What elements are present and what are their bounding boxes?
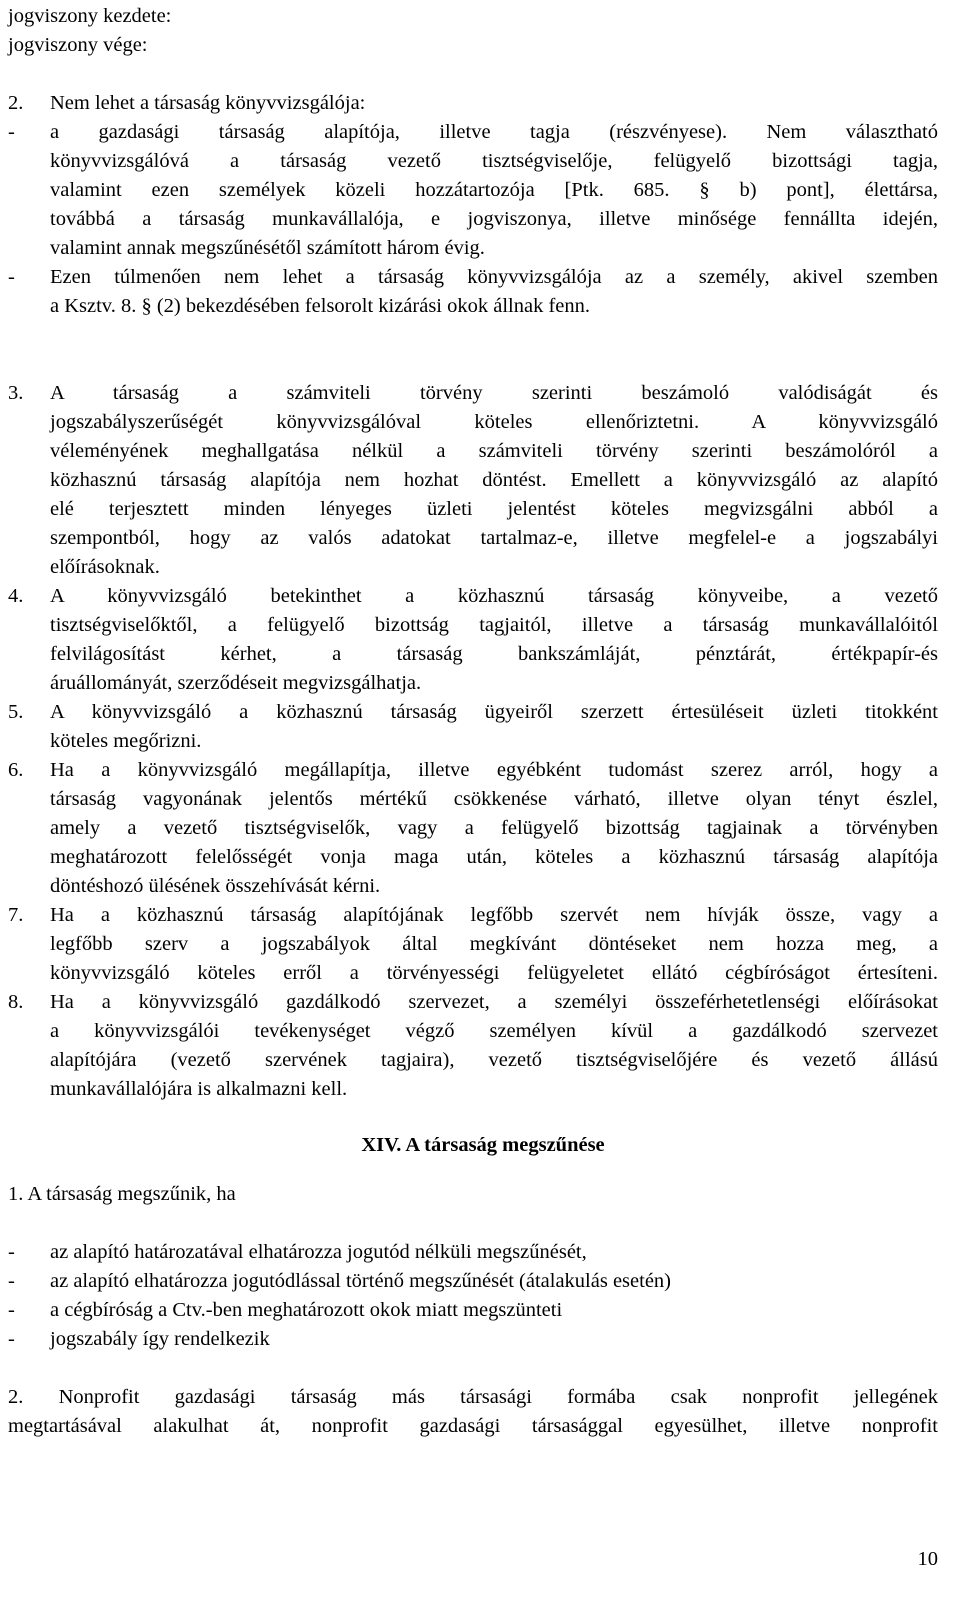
text-line: legfőbb szerv a jogszabályok által megkívánt döntéseket nem hozza meg, a	[50, 933, 938, 955]
text-line: szempontból, hogy az valós adatokat tartalmaz-e, illetve megfelel-e a jogszabályi	[50, 527, 938, 549]
section-5	[8, 698, 938, 756]
dash-marker: -	[8, 1328, 15, 1350]
section-2	[8, 89, 938, 118]
text-line: Ha a könyvvizsgáló gazdálkodó szervezet, a személyi összeférhetetlenségi előírásokat	[50, 991, 938, 1013]
text-line: társaság vagyonának jelentős mértékű csökkenése várható, illetve olyan tényt észlel,	[50, 788, 938, 810]
text-line: áruállományát, szerződéseit megvizsgálhatja.	[50, 672, 422, 694]
text-line: előírásoknak.	[50, 556, 160, 578]
section-number: 5.	[8, 701, 24, 723]
section-number: 2.	[8, 92, 24, 114]
section-6	[8, 756, 938, 785]
section-number: 7.	[8, 904, 24, 926]
list-item	[8, 118, 938, 263]
employment-start-label: jogviszony kezdete:	[8, 5, 172, 27]
text-line: továbbá a társaság munkavállalója, e jogviszonya, illetve minősége fennállta idején,	[50, 208, 938, 230]
text-line: A társaság a számviteli törvény szerinti beszámoló valódiságát és	[50, 382, 938, 404]
list-item	[8, 1267, 938, 1296]
text-line: köteles megőrizni.	[50, 730, 202, 752]
text-line: Ha a könyvvizsgáló megállapítja, illetve egyébként tudomást szerez arról, hogy a	[50, 759, 938, 781]
employment-end-label: jogviszony vége:	[8, 34, 148, 56]
section-number: 3.	[8, 382, 24, 404]
text-line: meghatározott felelősségét vonja maga után, köteles a közhasznú társaság alapítója	[50, 846, 938, 868]
text-line: a gazdasági társaság alapítója, illetve tagja (részvényese). Nem választható	[50, 121, 938, 143]
text-line: megtartásával alakulhat át, nonprofit gazdasági társasággal egyesülhet, illetve nonprofit	[8, 1415, 938, 1437]
text-line: véleményének meghallgatása nélkül a számviteli törvény szerinti beszámolóról a	[50, 440, 938, 462]
text-line: munkavállalójára is alkalmazni kell.	[50, 1078, 348, 1100]
dash-marker: -	[8, 121, 15, 143]
text-line: elé terjesztett minden lényeges üzleti jelentést köteles megvizsgálni abból a	[50, 498, 938, 520]
text-line: A könyvvizsgáló betekinthet a közhasznú társaság könyveibe, a vezető	[50, 585, 938, 607]
section-3	[8, 379, 938, 408]
text-line: könyvvizsgáló köteles erről a törvényességi felügyeletet ellátó cégbíróságot értesíteni.	[50, 962, 938, 984]
text-line: közhasznú társaság alapítója nem hozhat döntést. Emellett a könyvvizsgáló az alapító	[50, 469, 938, 491]
text-line: felvilágosítást kérhet, a társaság bankszámláját, pénztárát, értékpapír-és	[50, 643, 938, 665]
list-item	[8, 263, 938, 321]
list-item-text: az alapító elhatározza jogutódlással történő megszűnését (átalakulás esetén)	[50, 1270, 671, 1292]
text-line: alapítójára (vezető szervének tagjaira), vezető tisztségviselőjére és vezető állású	[50, 1049, 938, 1071]
list-item	[8, 1296, 938, 1325]
text-line: 2. Nonprofit gazdasági társaság más társasági formába csak nonprofit jellegének	[8, 1386, 938, 1408]
section-title: Nem lehet a társaság könyvvizsgálója:	[50, 92, 366, 114]
text-line: valamint annak megszűnésétől számított három évig.	[50, 237, 485, 259]
text-line: a könyvvizsgálói tevékenységet végző személyen kívül a gazdálkodó szervezet	[50, 1020, 938, 1042]
section-4	[8, 582, 938, 698]
list-item-text: a cégbíróság a Ctv.-ben meghatározott okok miatt megszünteti	[50, 1299, 563, 1321]
dash-marker: -	[8, 1241, 15, 1263]
chapter-heading: XIV. A társaság megszűnése	[361, 1134, 605, 1156]
text-line: döntéshozó ülésének összehívását kérni.	[50, 875, 381, 897]
list-item-text: az alapító határozatával elhatározza jogutód nélküli megszűnését,	[50, 1241, 587, 1263]
text-line: Ezen túlmenően nem lehet a társaság könyvvizsgálója az a személy, akivel szemben	[50, 266, 938, 288]
text-line: könyvvizsgálóvá a társaság vezető tisztségviselője, felügyelő bizottsági tagja,	[50, 150, 938, 172]
section-8	[8, 988, 938, 1104]
section-number: 6.	[8, 759, 24, 781]
text-line: A könyvvizsgáló a közhasznú társaság ügyeiről szerzett értesüléseit üzleti titokként	[50, 701, 938, 723]
dash-marker: -	[8, 266, 15, 288]
list-item	[8, 1325, 938, 1354]
page-number: 10	[917, 1548, 938, 1570]
dash-marker: -	[8, 1270, 15, 1292]
dash-marker: -	[8, 1299, 15, 1321]
section-number: 4.	[8, 585, 24, 607]
subsection-title: 1. A társaság megszűnik, ha	[8, 1183, 236, 1205]
section-7	[8, 901, 938, 988]
text-line: tisztségviselőktől, a felügyelő bizottság tagjaitól, illetve a társaság munkavállalóitól	[50, 614, 938, 636]
text-line: valamint ezen személyek közeli hozzátartozója [Ptk. 685. § b) pont], élettársa,	[50, 179, 938, 201]
text-line: jogszabályszerűségét könyvvizsgálóval köteles ellenőriztetni. A könyvvizsgáló	[50, 411, 938, 433]
list-item	[8, 1238, 938, 1267]
text-line: a Ksztv. 8. § (2) bekezdésében felsorolt kizárási okok állnak fenn.	[50, 295, 591, 317]
section-number: 8.	[8, 991, 24, 1013]
list-item-text: jogszabály így rendelkezik	[50, 1328, 270, 1350]
document-page	[8, 2, 938, 1441]
text-line: amely a vezető tisztségviselők, vagy a felügyelő bizottság tagjainak a törvényben	[50, 817, 938, 839]
text-line: Ha a közhasznú társaság alapítójának legfőbb szervét nem hívják össze, vagy a	[50, 904, 938, 926]
